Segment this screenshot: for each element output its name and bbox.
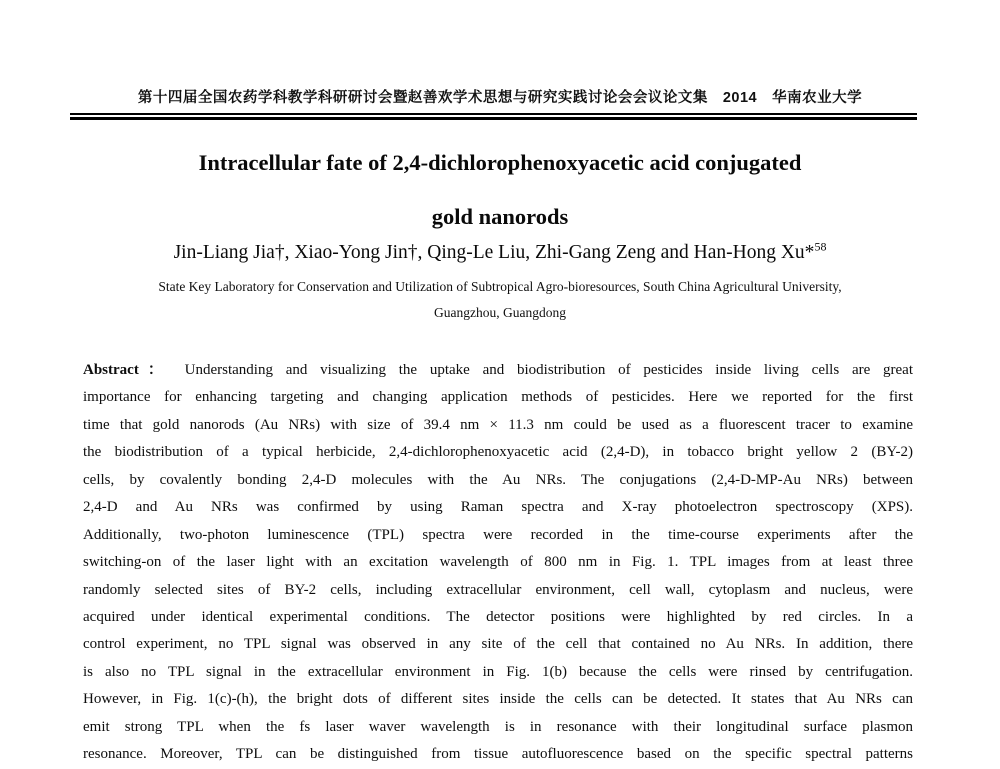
paper-title-line-2: gold nanorods xyxy=(431,204,569,229)
abstract-line: emit strong TPL when the fs laser waver wavelength is in resonance with their longitudinal surface plasmon xyxy=(83,718,913,735)
authors-names: Jin-Liang Jia†, Xiao-Yong Jin†, Qing-Le Liu, Zhi-Gang Zeng and Han-Hong Xu* xyxy=(173,242,815,263)
abstract-paragraph xyxy=(83,357,913,769)
authors-line xyxy=(0,239,1000,264)
abstract-line: resonance. Moreover, TPL can be distinguished from tissue autofluorescence based on the specific spectral patterns xyxy=(83,746,913,763)
abstract-line: acquired under identical experimental conditions. The detector positions were highlighted by red circles. In a xyxy=(83,608,913,625)
abstract-line: the biodistribution of a typical herbicide, 2,4-dichlorophenoxyacetic acid (2,4-D), in tobacco bright yellow 2 (BY-2) xyxy=(83,444,913,461)
abstract-line: control experiment, no TPL signal was observed in any site of the cell that contained no Au NRs. In addition, there xyxy=(83,636,913,653)
abstract-label: Abstract： xyxy=(83,362,172,378)
abstract-line: However, in Fig. 1(c)-(h), the bright dots of different sites inside the cells can be detected. It states that Au NRs can xyxy=(83,691,913,708)
proceedings-running-head: 第十四届全国农药学科教学科研研讨会暨赵善欢学术思想与研究实践讨论会会议论文集 2014 华南农业大学 xyxy=(137,90,863,106)
abstract-line: Additionally, two-photon luminescence (TPL) spectra were recorded in the time-course experiments after the xyxy=(83,526,913,543)
abstract-line: switching-on of the laser light with an excitation wavelength of 800 nm in Fig. 1. TPL images from at least three xyxy=(83,554,913,571)
abstract-line: cells, by covalently bonding 2,4-D molecules with the Au NRs. The conjugations (2,4-D-MP-Au NRs) between xyxy=(83,471,913,488)
corresponding-author-superscript: 58 xyxy=(814,239,827,254)
abstract-line: is also no TPL signal in the extracellular environment in Fig. 1(b) because the cells were rinsed by centrifugation. xyxy=(83,663,913,680)
abstract-line: randomly selected sites of BY-2 cells, including extracellular environment, cell wall, cytoplasm and nucleus, were xyxy=(83,581,913,598)
abstract-line-text: Understanding and visualizing the uptake and biodistribution of pesticides inside living cells are great xyxy=(184,362,913,378)
abstract-line xyxy=(83,357,913,384)
affiliation-line-2: Guangzhou, Guangdong xyxy=(434,305,566,320)
abstract-line: time that gold nanorods (Au NRs) with size of 39.4 nm × 11.3 nm could be used as a fluorescent tracer to examine xyxy=(83,416,913,433)
paper-title-line-1: Intracellular fate of 2,4-dichlorophenoxyacetic acid conjugated xyxy=(198,150,802,175)
affiliation-line-1: State Key Laboratory for Conservation and Utilization of Subtropical Agro-bioresources, South China Agricultural University, xyxy=(158,279,842,294)
header-divider-rule xyxy=(70,113,917,120)
abstract-line: 2,4-D and Au NRs was confirmed by using Raman spectra and X-ray photoelectron spectroscopy (XPS). xyxy=(83,499,913,516)
abstract-line: importance for enhancing targeting and changing application methods of pesticides. Here we reported for the first xyxy=(83,389,913,406)
